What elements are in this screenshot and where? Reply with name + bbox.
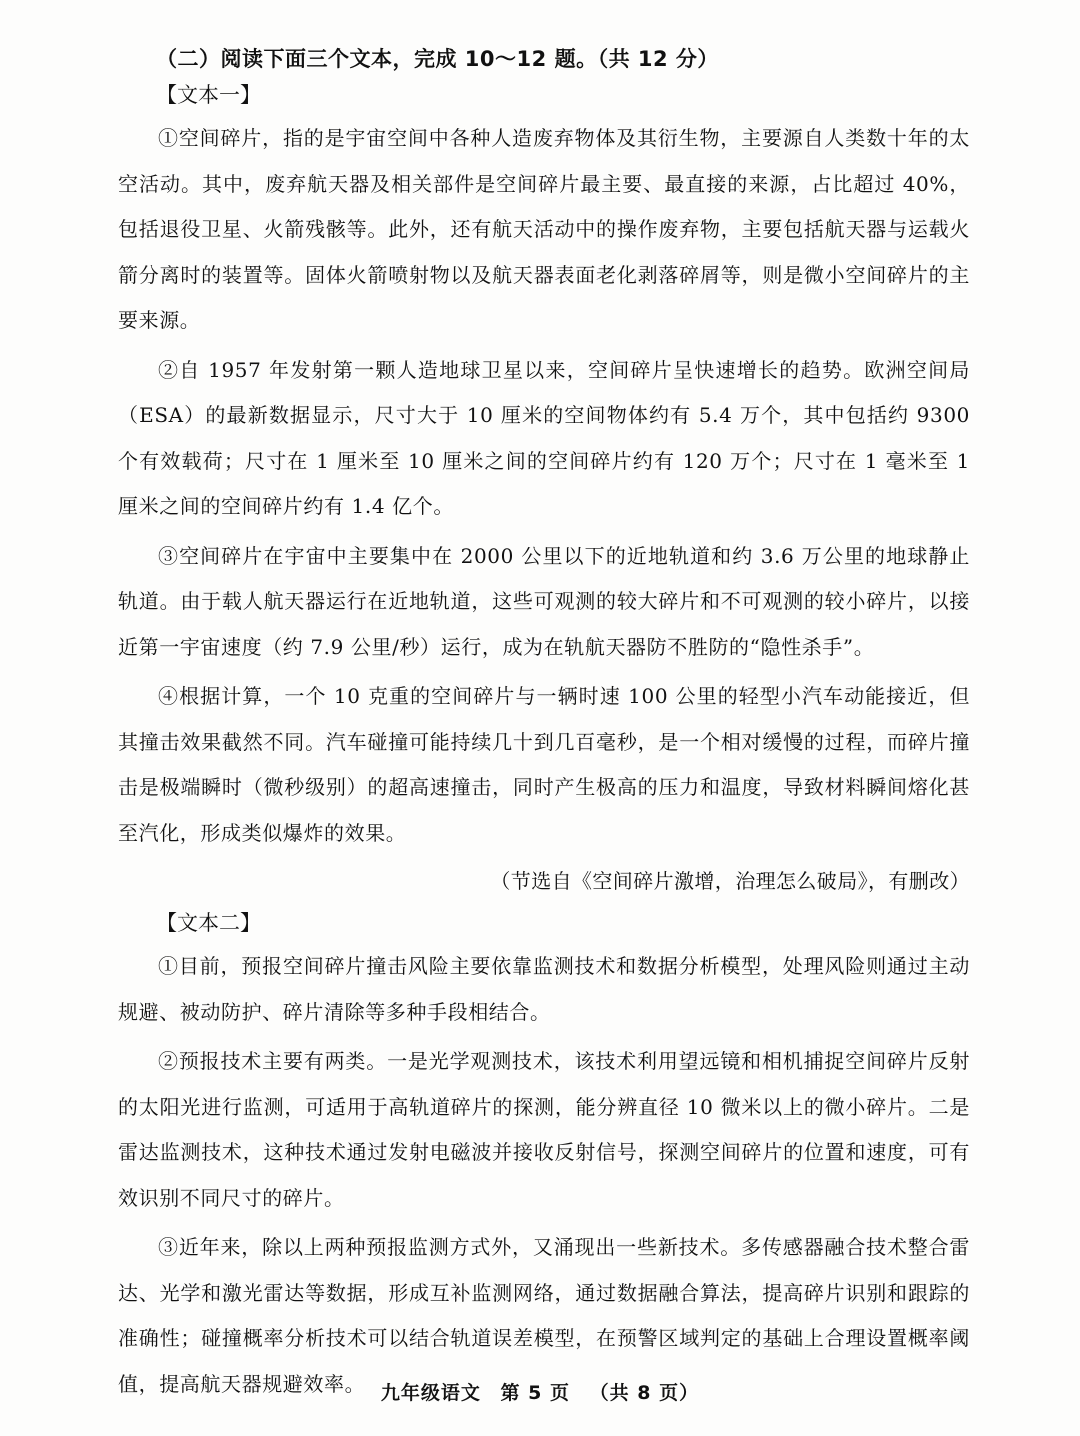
text1-heading: 【文本一】 (156, 83, 261, 107)
text1-paragraph-2: ②自 1957 年发射第一颗人造地球卫星以来，空间碎片呈快速增长的趋势。欧洲空间局（ESA）的最新数据显示，尺寸大于 10 厘米的空间物体约有 5.4 万个，其中包括约 9300 个有效载荷；尺寸在 1 厘米至 10 厘米之间的空间碎片约有 120 万个；尺寸在 1 毫米至 1 厘米之间的空间碎片约有 1.4 亿个。 (118, 357, 970, 518)
text2-paragraph-2: ②预报技术主要有两类。一是光学观测技术，该技术利用望远镜和相机捕捉空间碎片反射的太阳光进行监测，可适用于高轨道碎片的探测，能分辨直径 10 微米以上的微小碎片。二是雷达监测技术，这种技术通过发射电磁波并接收反射信号，探测空间碎片的位置和速度，可有效识别不同尺寸的碎片。 (118, 1049, 970, 1210)
section-title: （二）阅读下面三个文本，完成 10～12 题。（共 12 分） (156, 47, 719, 71)
page-content (118, 44, 970, 1407)
footer-page-number: 第 5 页 (500, 1382, 570, 1404)
text2-heading: 【文本二】 (156, 911, 261, 935)
footer-total-pages: （共 8 页） (589, 1382, 700, 1404)
text2-paragraph-1: ①目前，预报空间碎片撞击风险主要依靠监测技术和数据分析模型，处理风险则通过主动规避、被动防护、碎片清除等多种手段相结合。 (118, 954, 970, 1024)
text2-paragraph-3: ③近年来，除以上两种预报监测方式外，又涌现出一些新技术。多传感器融合技术整合雷达、光学和激光雷达等数据，形成互补监测网络，通过数据融合算法，提高碎片识别和跟踪的准确性；碰撞概率分析技术可以结合轨道误差模型，在预警区域判定的基础上合理设置概率阈值，提高航天器规避效率。 (118, 1235, 970, 1396)
text1-paragraph-3: ③空间碎片在宇宙中主要集中在 2000 公里以下的近地轨道和约 3.6 万公里的地球静止轨道。由于载人航天器运行在近地轨道，这些可观测的较大碎片和不可观测的较小碎片，以接近第一宇宙速度（约 7.9 公里/秒）运行，成为在轨航天器防不胜防的“隐性杀手”。 (118, 543, 970, 659)
text1-source-citation: （节选自《空间碎片激增，治理怎么破局》，有删改） (490, 869, 970, 893)
page-footer (0, 1378, 1080, 1405)
text1-paragraph-1: ①空间碎片，指的是宇宙空间中各种人造废弃物体及其衍生物，主要源自人类数十年的太空活动。其中，废弃航天器及相关部件是空间碎片最主要、最直接的来源，占比超过 40%，包括退役卫星、火箭残骸等。此外，还有航天活动中的操作废弃物，主要包括航天器与运载火箭分离时的装置等。固体火箭喷射物以及航天器表面老化剥落碎屑等，则是微小空间碎片的主要来源。 (118, 126, 970, 332)
text1-paragraph-4: ④根据计算，一个 10 克重的空间碎片与一辆时速 100 公里的轻型小汽车动能接近，但其撞击效果截然不同。汽车碰撞可能持续几十到几百毫秒，是一个相对缓慢的过程，而碎片撞击是极端瞬时（微秒级别）的超高速撞击，同时产生极高的压力和温度，导致材料瞬间熔化甚至汽化，形成类似爆炸的效果。 (118, 684, 970, 845)
footer-subject: 九年级语文 (380, 1382, 481, 1404)
